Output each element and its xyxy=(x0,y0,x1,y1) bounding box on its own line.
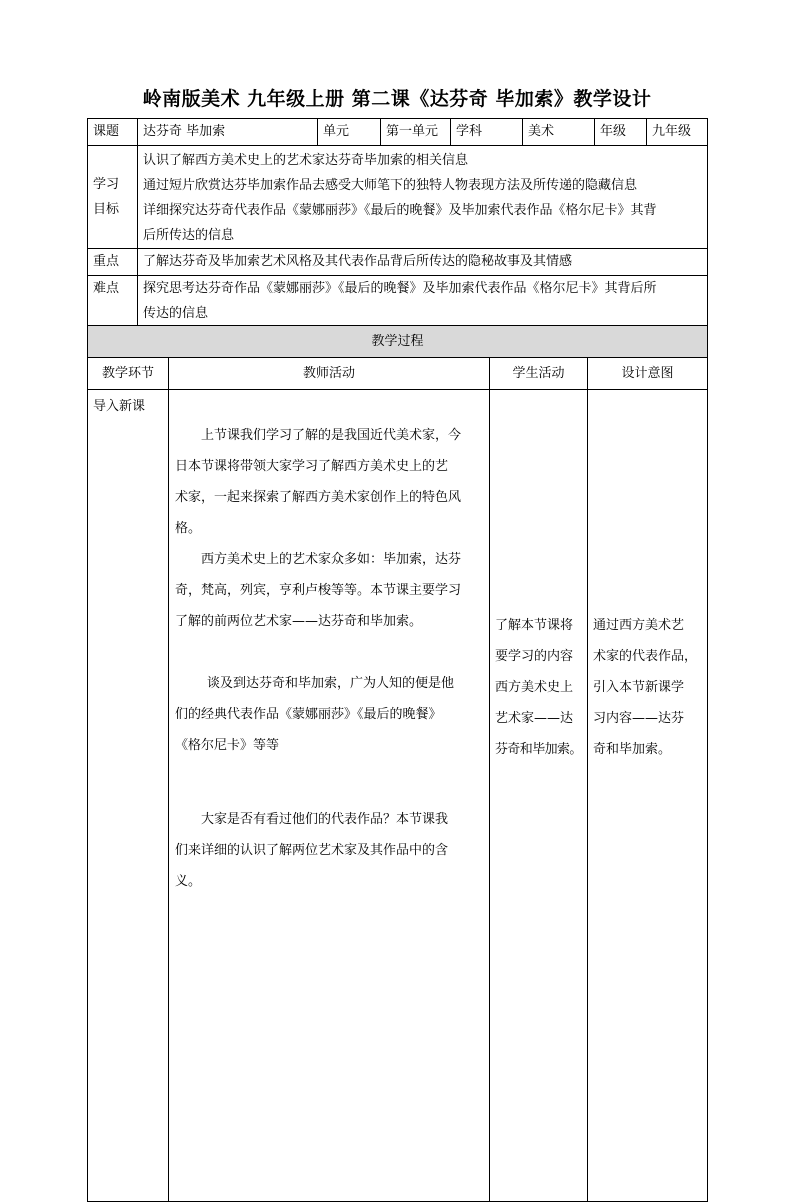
teacher-line: 奇，梵高，列宾，亨利卢梭等等。本节课主要学习 xyxy=(175,583,462,598)
goals-row xyxy=(88,146,708,249)
goal-item: 通过短片欣赏达芬毕加索作品去感受大师笔下的独特人物表现方法及所传递的隐藏信息 xyxy=(143,178,638,193)
process-header-row xyxy=(88,326,708,358)
teacher-line: 西方美术史上的艺术家众多如：毕加索，达芬 xyxy=(201,552,462,567)
teacher-activity-cell xyxy=(169,390,490,1202)
topic-row xyxy=(88,119,708,146)
student-line: 西方美术史上 xyxy=(495,680,574,695)
student-line: 芬奇和毕加索。 xyxy=(495,742,582,757)
goal-item: 详细探究达芬奇代表作品《蒙娜丽莎》《最后的晚餐》及毕加索代表作品《格尔尼卡》其背 xyxy=(143,203,657,218)
key-point-value: 了解达芬奇及毕加索艺术风格及其代表作品背后所传达的隐秘故事及其情感 xyxy=(138,249,708,276)
lesson-info-table xyxy=(87,118,708,328)
stage-name: 导入新课 xyxy=(93,399,146,414)
process-header: 教学过程 xyxy=(88,326,708,358)
topic-label: 课题 xyxy=(88,119,138,146)
stage-cell xyxy=(88,390,169,1202)
column-header-teacher: 教师活动 xyxy=(169,358,490,390)
teacher-line: 上节课我们学习了解的是我国近代美术家，今 xyxy=(201,428,462,443)
difficulty-label: 难点 xyxy=(88,276,138,328)
goals-label-line-2: 目标 xyxy=(93,202,120,217)
subject-value: 美术 xyxy=(523,119,595,146)
teacher-line: 日本节课将带领大家学习了解西方美术史上的艺 xyxy=(175,459,449,474)
teacher-line: 《格尔尼卡》等等 xyxy=(175,738,280,753)
column-header-row xyxy=(88,358,708,390)
goals-label-line-1: 学习 xyxy=(93,177,120,192)
student-activity-cell xyxy=(490,390,588,1202)
intent-line: 引入本节新课学 xyxy=(593,680,685,695)
column-header-student: 学生活动 xyxy=(490,358,588,390)
student-line: 了解本节课将 xyxy=(495,618,574,633)
difficulty-row xyxy=(88,276,708,328)
grade-value: 九年级 xyxy=(647,119,708,146)
unit-value: 第一单元 xyxy=(381,119,451,146)
teacher-line: 了解的前两位艺术家——达芬奇和毕加索。 xyxy=(175,614,423,629)
goal-item: 认识了解西方美术史上的艺术家达芬奇毕加索的相关信息 xyxy=(143,153,469,168)
intent-line: 奇和毕加索。 xyxy=(593,742,672,757)
goals-value xyxy=(138,146,708,249)
key-point-row xyxy=(88,249,708,276)
intro-row xyxy=(88,390,708,1202)
student-line: 要学习的内容 xyxy=(495,649,574,664)
grade-label: 年级 xyxy=(595,119,647,146)
student-line: 艺术家——达 xyxy=(495,711,574,726)
spacer xyxy=(175,761,483,792)
intent-line: 术家的代表作品， xyxy=(593,649,698,664)
spacer xyxy=(175,792,483,804)
goals-label xyxy=(88,146,138,249)
teacher-line: 义。 xyxy=(175,874,202,889)
difficulty-value xyxy=(138,276,708,328)
teacher-line: 术家，一起来探索了解西方美术家创作上的特色风 xyxy=(175,490,462,505)
column-header-stage: 教学环节 xyxy=(88,358,169,390)
design-intent-cell xyxy=(588,390,708,1202)
goal-item: 后所传达的信息 xyxy=(143,228,235,243)
teacher-line: 谈及到达芬奇和毕加索，广为人知的便是他 xyxy=(207,676,455,691)
intent-line: 习内容——达芬 xyxy=(593,711,685,726)
intent-line: 通过西方美术艺 xyxy=(593,618,685,633)
topic-value: 达芬奇 毕加索 xyxy=(138,119,318,146)
teacher-line: 们来详细的认识了解两位艺术家及其作品中的含 xyxy=(175,843,449,858)
spacer xyxy=(175,637,483,668)
subject-label: 学科 xyxy=(451,119,523,146)
teacher-line: 格。 xyxy=(175,521,202,536)
difficulty-line: 探究思考达芬奇作品《蒙娜丽莎》《最后的晚餐》及毕加索代表作品《格尔尼卡》其背后所 xyxy=(143,281,657,296)
document-title: 岭南版美术 九年级上册 第二课《达芬奇 毕加索》教学设计 xyxy=(142,88,652,110)
teacher-line: 大家是否有看过他们的代表作品？本节课我 xyxy=(201,812,449,827)
difficulty-line: 传达的信息 xyxy=(143,306,209,321)
column-header-intent: 设计意图 xyxy=(588,358,708,390)
key-point-label: 重点 xyxy=(88,249,138,276)
teaching-process-table xyxy=(87,325,708,1202)
teacher-line: 们的经典代表作品《蒙娜丽莎》《最后的晚餐》 xyxy=(175,707,442,722)
unit-label: 单元 xyxy=(318,119,381,146)
